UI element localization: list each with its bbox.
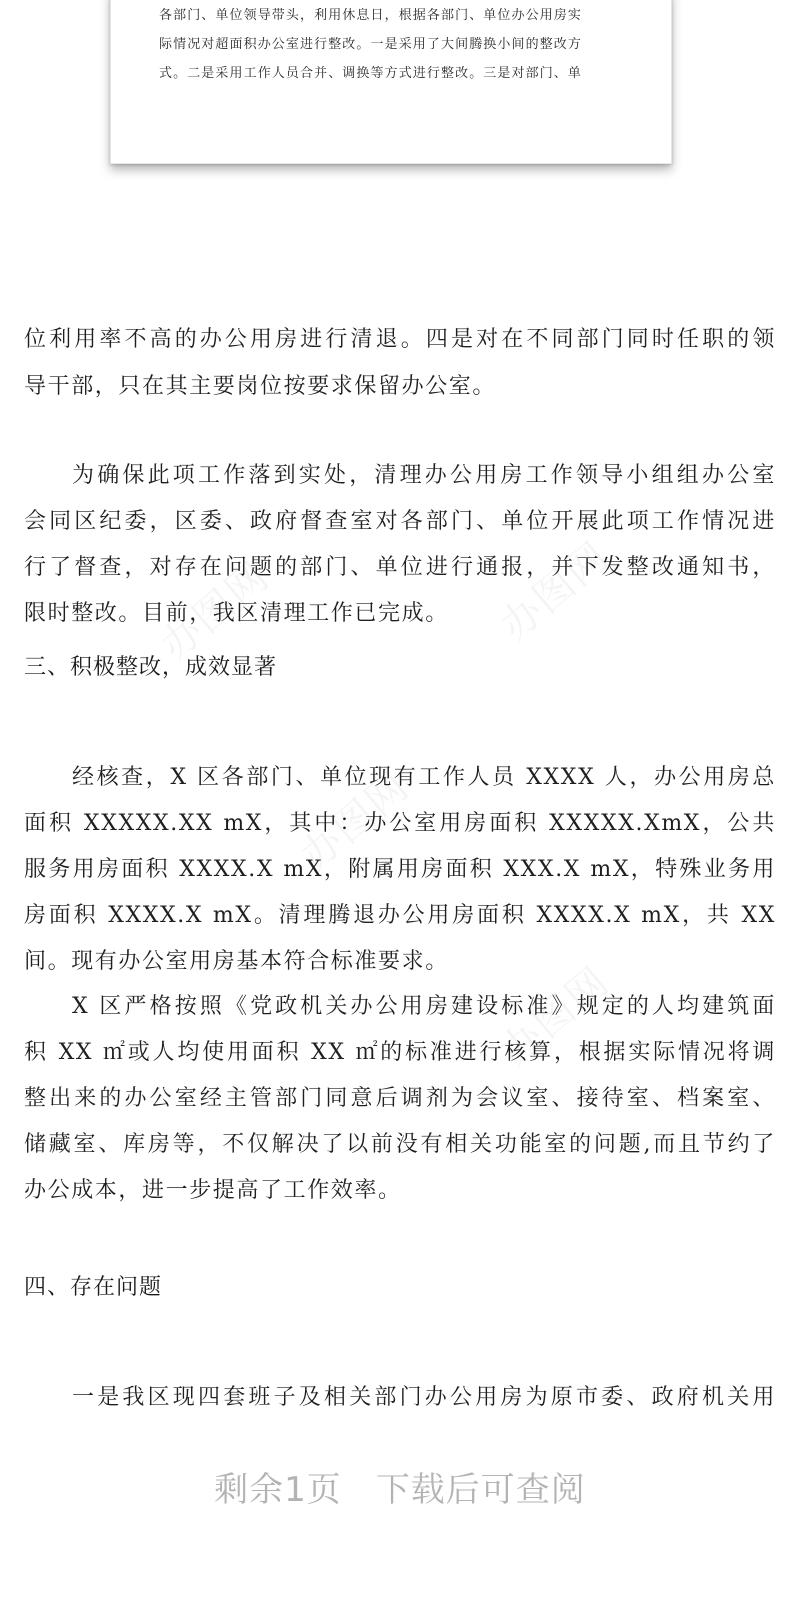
section-heading: 四、存在问题 bbox=[24, 1275, 163, 1300]
paragraph-line: 行了督查，对存在问题的部门、单位进行通报，并下发整改通知书， bbox=[24, 555, 776, 580]
preview-line: 际情况对超面积办公室进行整改。一是采用了大间腾换小间的整改方 bbox=[159, 37, 583, 52]
paragraph-line: 为确保此项工作落到实处，清理办公用房工作领导小组组办公室 bbox=[72, 463, 776, 488]
paragraph-line: 积 XX ㎡或人均使用面积 XX ㎡的标准进行核算，根据实际情况将调 bbox=[24, 1040, 776, 1065]
paragraph-line: 房面积 XXXX.X mX。清理腾退办公用房面积 XXXX.X mX，共 XX bbox=[24, 903, 776, 928]
paragraph-line: 储藏室、库房等，不仅解决了以前没有相关功能室的问题,而且节约了 bbox=[24, 1132, 776, 1157]
paragraph-line: 位利用率不高的办公用房进行清退。四是对在不同部门同时任职的领 bbox=[24, 327, 776, 352]
download-to-view-label: 下载后可查阅 bbox=[375, 1470, 586, 1510]
paragraph-line: 会同区纪委，区委、政府督查室对各部门、单位开展此项工作情况进 bbox=[24, 509, 776, 534]
watermark bbox=[486, 526, 619, 651]
document-preview-card bbox=[110, 0, 672, 164]
download-to-view-notice[interactable] bbox=[0, 1468, 800, 1512]
preview-line: 各部门、单位领导带头，利用休息日，根据各部门、单位办公用房实 bbox=[159, 8, 583, 23]
section-heading: 三、积极整改，成效显著 bbox=[24, 655, 278, 680]
preview-line: 式。二是采用工作人员合并、调换等方式进行整改。三是对部门、单 bbox=[159, 66, 583, 81]
paragraph-line: 限时整改。目前，我区清理工作已完成。 bbox=[24, 601, 449, 626]
remaining-pages-label: 剩余1页 bbox=[214, 1470, 342, 1510]
paragraph-line: 服务用房面积 XXXX.X mX，附属用房面积 XXX.X mX，特殊业务用 bbox=[24, 857, 776, 882]
paragraph-line: 办公成本，进一步提高了工作效率。 bbox=[24, 1178, 402, 1203]
paragraph-line: 经核查，X 区各部门、单位现有工作人员 XXXX 人，办公用房总 bbox=[72, 765, 776, 790]
paragraph-line: 面积 XXXXX.XX mX，其中：办公室用房面积 XXXXX.XmX，公共 bbox=[24, 811, 776, 836]
paragraph-line: 整出来的办公室经主管部门同意后调剂为会议室、接待室、档案室、 bbox=[24, 1086, 776, 1111]
paragraph-line: 一是我区现四套班子及相关部门办公用房为原市委、政府机关用 bbox=[72, 1385, 776, 1410]
paragraph-line: 导干部，只在其主要岗位按要求保留办公室。 bbox=[24, 374, 497, 399]
paragraph-line: X 区严格按照《党政机关办公用房建设标准》规定的人均建筑面 bbox=[72, 994, 776, 1019]
paragraph-line: 间。现有办公室用房基本符合标准要求。 bbox=[24, 949, 449, 974]
